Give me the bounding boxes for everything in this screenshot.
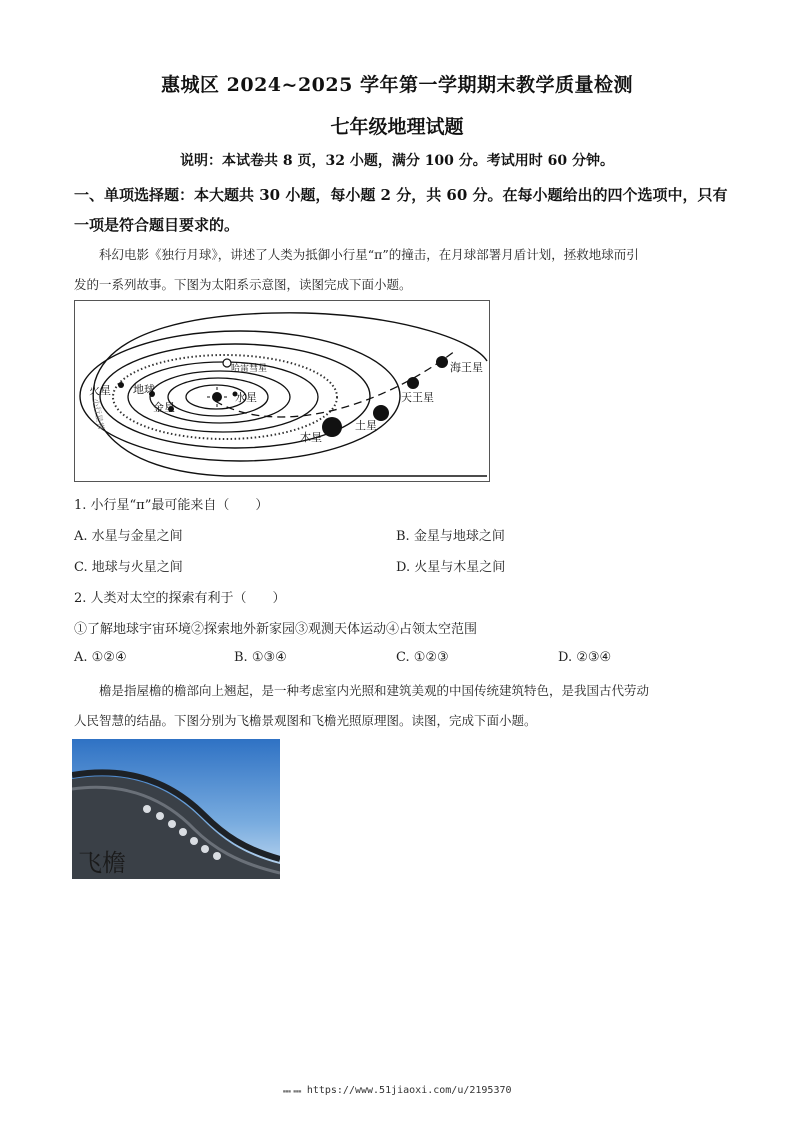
label-mercury: 水星: [235, 391, 257, 404]
footer-url: [0, 1085, 794, 1096]
exam-subtitle: 七年级地理试题: [330, 116, 464, 138]
passage-2: [74, 676, 734, 736]
q1-stem: 1. 小行星“π”最可能来自（ ）: [74, 498, 269, 513]
label-neptune: 海王星: [450, 361, 483, 374]
uranus-dot: [407, 377, 419, 389]
footer-url-text[interactable]: https://www.51jiaoxi.com/u/2195370: [306, 1085, 512, 1096]
passage-2-line-1: 檐是指屋檐的檐部向上翘起，是一种考虑室内光照和建筑美观的中国传统建筑特色，是我国古代劳动: [99, 683, 650, 698]
jupiter-dot: [322, 417, 342, 437]
neptune-dot: [436, 356, 448, 368]
label-earth: 地球: [133, 383, 155, 396]
halley-comet: [223, 359, 231, 367]
solar-system-svg: [75, 301, 489, 481]
q1-option-a[interactable]: A. 水星与金星之间: [74, 529, 183, 544]
passage-2-line-2: 人民智慧的结晶。下图分别为飞檐景观图和飞檐光照原理图。读图，完成下面小题。: [74, 713, 537, 728]
solar-system-diagram: [74, 300, 490, 482]
label-mars: 火星: [89, 384, 111, 397]
passage-1-line-2: 发的一系列故事。下图为太阳系示意图，读图完成下面小题。: [74, 277, 412, 292]
eaves-illustration: [72, 739, 280, 879]
label-jupiter: 木星: [300, 431, 322, 444]
section-heading: 一、单项选择题：本大题共 30 小题，每小题 2 分，共 60 分。在每小题给出的四个选项中，只有一项是符合题目要求的。: [74, 186, 728, 234]
q1-option-c[interactable]: C. 地球与火星之间: [74, 560, 183, 575]
q2-option-a[interactable]: A. ①②④: [74, 650, 127, 665]
mars-dot: [118, 382, 124, 388]
footer-prefix-marks: ▪▪▪ ▪▪▪: [282, 1088, 301, 1095]
q2-option-c[interactable]: C. ①②③: [396, 650, 449, 665]
label-belt: 小行星带: [91, 397, 106, 431]
q2-stem: 2. 人类对太空的探索有利于（ ）: [74, 591, 286, 606]
sun: [212, 392, 222, 402]
passage-1: [74, 240, 734, 300]
exam-title: 惠城区 2024~2025 学年第一学期期末教学质量检测: [161, 74, 633, 96]
label-uranus: 天王星: [401, 391, 434, 404]
exam-note: 说明：本试卷共 8 页，32 小题，满分 100 分。考试用时 60 分钟。: [179, 153, 615, 169]
q2-option-b[interactable]: B. ①③④: [234, 650, 287, 665]
photo-caption: 飞檐: [78, 849, 126, 877]
q2-option-d[interactable]: D. ②③④: [558, 650, 612, 665]
flying-eaves-photo: [72, 739, 280, 879]
label-venus: 金星: [153, 401, 175, 414]
q2-items: ①了解地球宇宙环境②探索地外新家园③观测天体运动④占领太空范围: [74, 622, 478, 637]
q1-option-d[interactable]: D. 火星与木星之间: [396, 560, 506, 575]
label-halley: 哈雷彗星: [231, 364, 268, 374]
q1-option-b[interactable]: B. 金星与地球之间: [396, 529, 505, 544]
passage-1-line-1: 科幻电影《独行月球》，讲述了人类为抵御小行星“π”的撞击，在月球部署月盾计划，拯救地球而引: [99, 247, 639, 262]
label-saturn: 土星: [355, 419, 377, 432]
